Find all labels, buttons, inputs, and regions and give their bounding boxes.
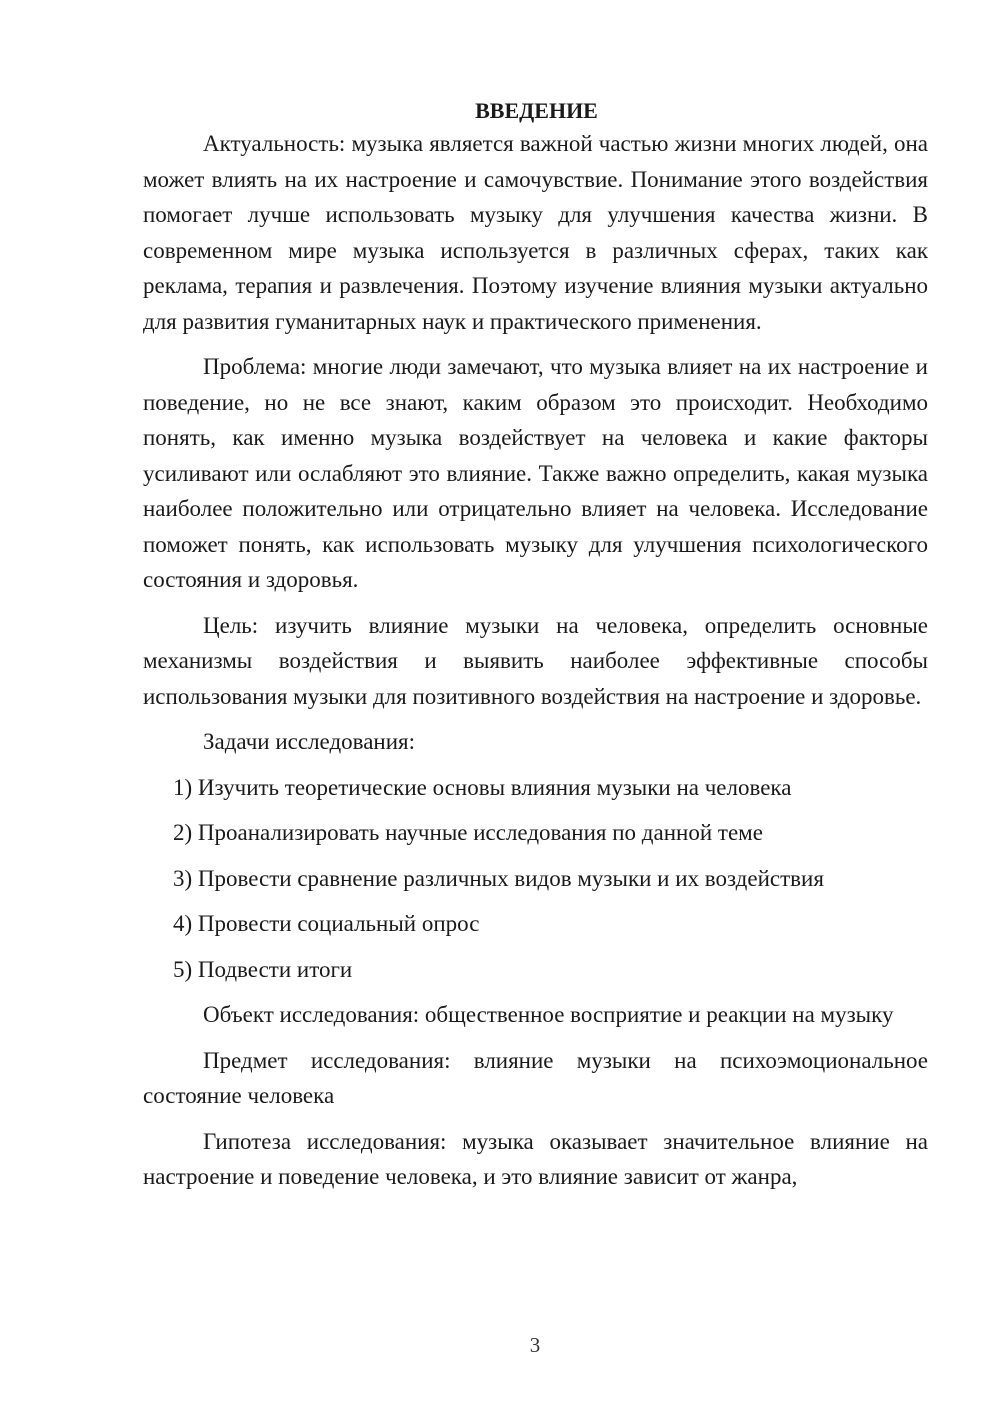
page-number: 3 (529, 1333, 541, 1357)
tasks-list (143, 770, 928, 988)
paragraph-object: Объект исследования: общественное восприятие и реакции на музыку (203, 1002, 894, 1027)
task-item: 2) Проанализировать научные исследования по данной теме (173, 820, 763, 845)
paragraph-goal: Цель: изучить влияние музыки на человека, определить основные механизмы воздействия и выявить наиболее эффективные способы использования музыки для позитивного воздействия на настроение и здоровье. (143, 612, 928, 709)
task-item: 1) Изучить теоретические основы влияния музыки на человека (173, 774, 792, 800)
paragraph-relevance: Актуальность: музыка является важной частью жизни многих людей, она может влиять на их настроение и самочувствие. Понимание этого воздействия помогает лучше использовать музыку для улучшения качества жизни. В современном мире музыка используется в различных сферах, таких как реклама, терапия и развлечения. Поэтому изучение влияния музыки актуально для развития гуманитарных наук и практического применения. (143, 131, 928, 334)
paragraph-problem: Проблема: многие люди замечают, что музыка влияет на их настроение и поведение, но не все знают, каким образом это происходит. Необходимо понять, как именно музыка воздействует на человека и какие факторы усиливают или ослабляют это влияние. Также важно определить, какая музыка наиболее положительно или отрицательно влияет на человека. Исследование поможет понять, как использовать музыку для улучшения психологического состояния и здоровья. (143, 354, 928, 592)
page-content (143, 96, 928, 1195)
paragraph-subject: Предмет исследования: влияние музыки на психоэмоциональное состояние человека (143, 1047, 928, 1108)
paragraph-hypothesis: Гипотеза исследования: музыка оказывает значительное влияние на настроение и поведение человека, и это влияние зависит от жанра, (143, 1128, 928, 1189)
task-item: 3) Провести сравнение различных видов музыки и их воздействия (173, 865, 824, 891)
page-title: ВВЕДЕНИЕ (475, 98, 598, 123)
tasks-heading: Задачи исследования: (203, 729, 416, 754)
task-item: 4) Провести социальный опрос (173, 911, 480, 936)
task-item: 5) Подвести итоги (173, 956, 353, 982)
